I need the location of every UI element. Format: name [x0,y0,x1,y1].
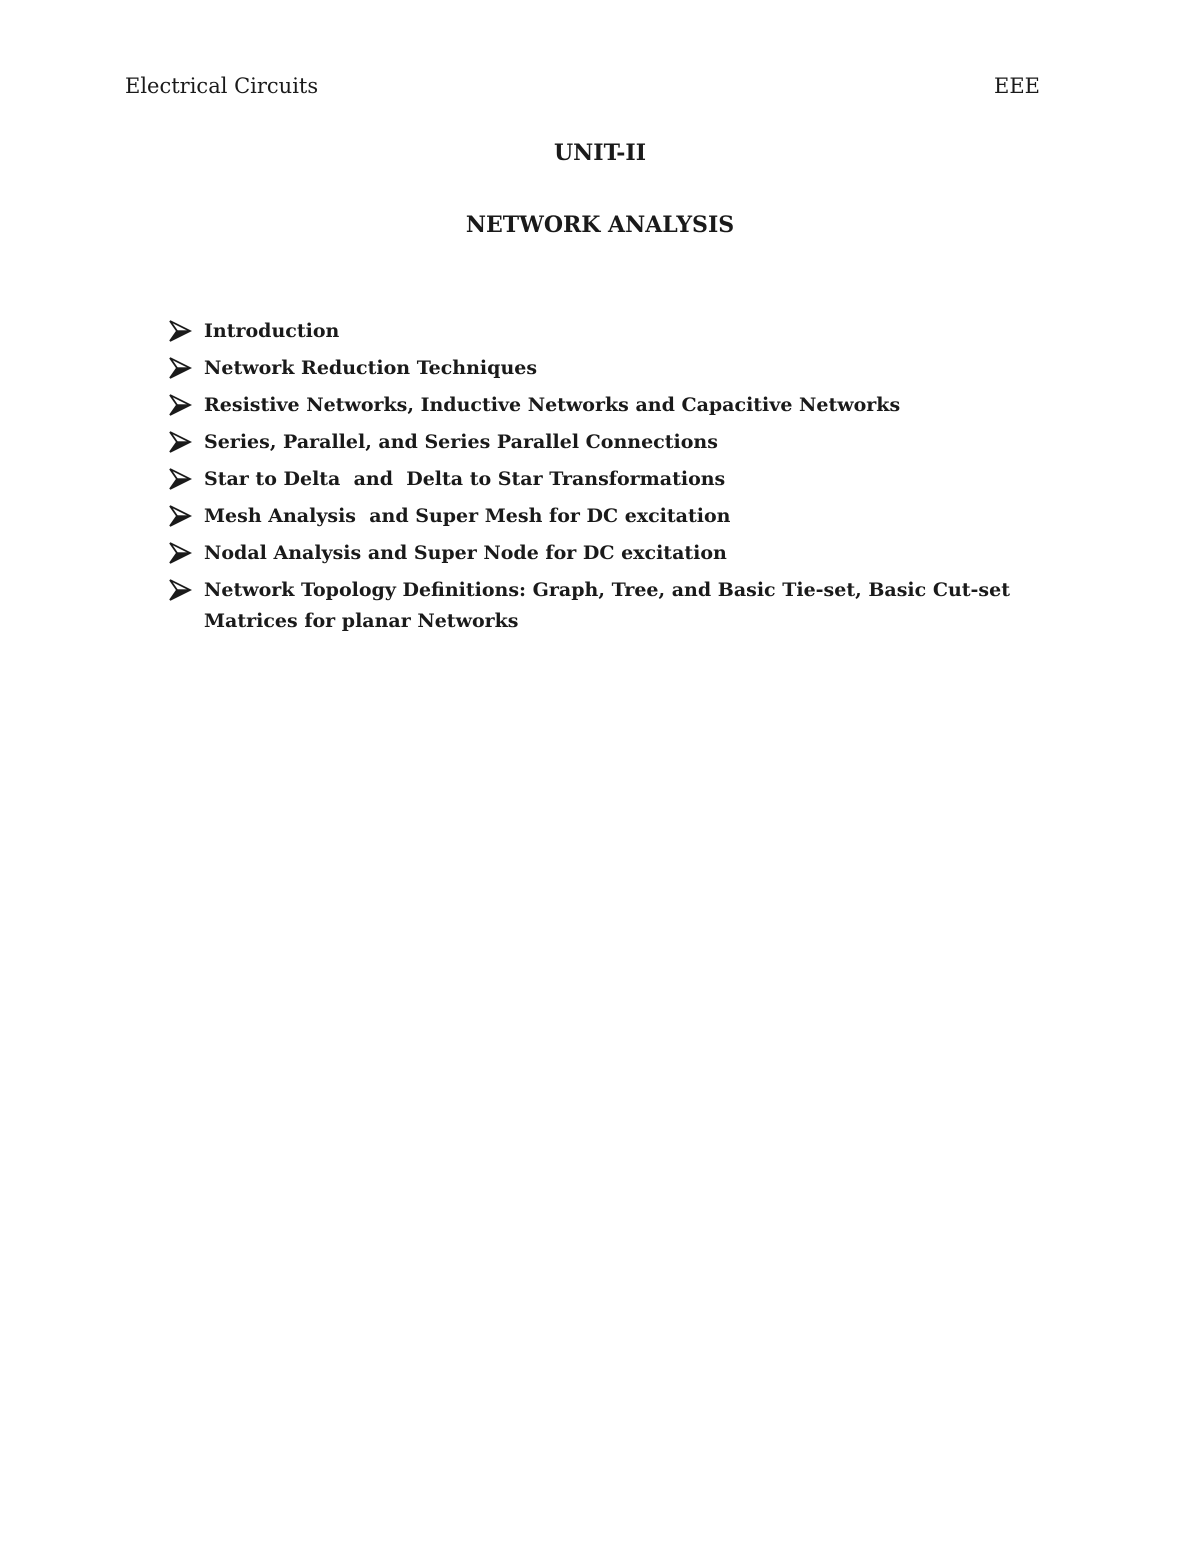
section-title: NETWORK ANALYSIS [465,212,735,238]
arrowhead-bullet-icon [168,319,192,343]
header-department: EEE [994,74,1040,98]
topic-item [168,427,1028,458]
topic-item [168,316,1028,347]
topic-text: Network Topology Definitions: Graph, Tree, and Basic Tie-set, Basic Cut-set Matrices for planar Networks [204,579,1010,632]
topic-item [168,390,1028,421]
topic-list [168,316,1028,643]
header-course-title: Electrical Circuits [125,74,319,98]
topic-item [168,538,1028,569]
arrowhead-bullet-icon [168,504,192,528]
arrowhead-bullet-icon [168,467,192,491]
topic-text: Network Reduction Techniques [204,357,538,379]
topic-item [168,353,1028,384]
topic-item [168,575,1028,637]
topic-text: Star to Delta and Delta to Star Transformations [204,468,726,490]
topic-text: Nodal Analysis and Super Node for DC excitation [204,542,727,564]
topic-item [168,501,1028,532]
topic-item [168,464,1028,495]
arrowhead-bullet-icon [168,578,192,602]
topic-text: Resistive Networks, Inductive Networks and Capacitive Networks [204,394,901,416]
page-header [125,74,1040,104]
unit-title: UNIT-II [553,140,647,166]
arrowhead-bullet-icon [168,393,192,417]
arrowhead-bullet-icon [168,356,192,380]
arrowhead-bullet-icon [168,541,192,565]
topic-text: Series, Parallel, and Series Parallel Connections [204,431,718,453]
topic-text: Mesh Analysis and Super Mesh for DC excitation [204,505,731,527]
arrowhead-bullet-icon [168,430,192,454]
topic-text: Introduction [204,320,340,342]
